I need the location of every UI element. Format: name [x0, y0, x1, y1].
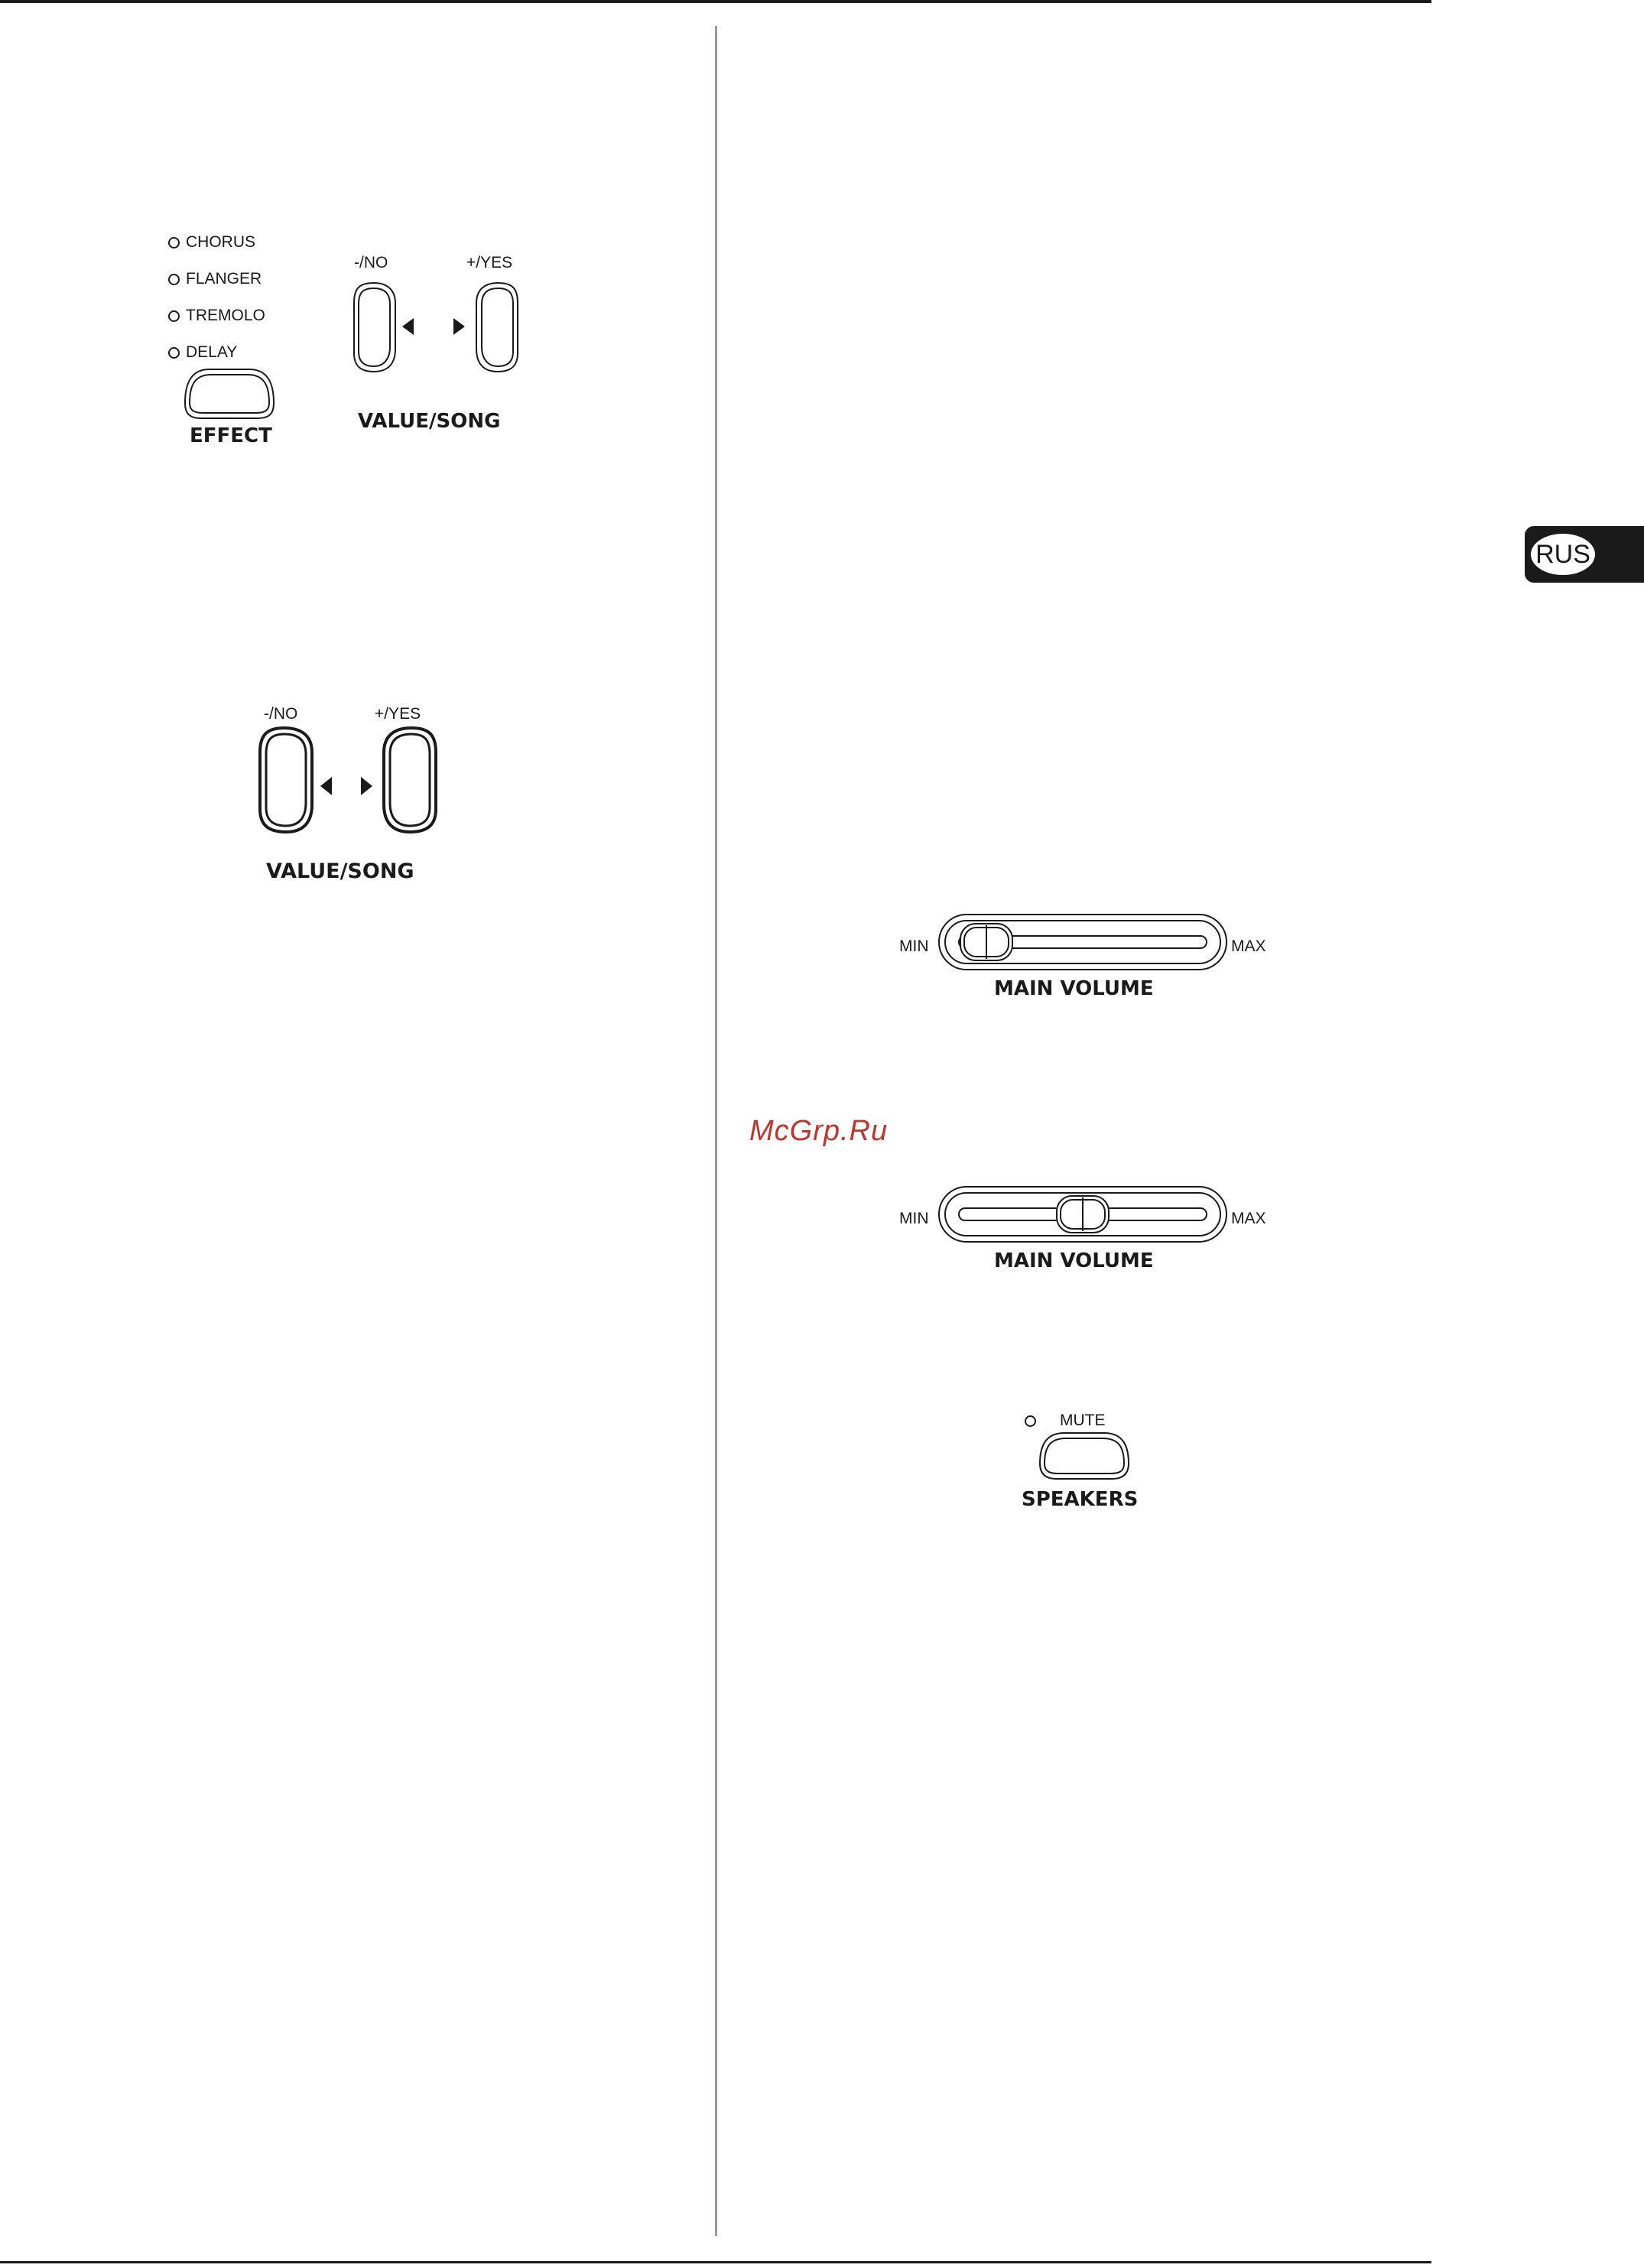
min-label: MIN — [899, 937, 929, 955]
value-song-label: VALUE/SONG — [266, 859, 414, 883]
speakers-label: SPEAKERS — [1022, 1488, 1139, 1511]
plus-yes-button[interactable] — [384, 728, 436, 832]
max-label: MAX — [1231, 937, 1266, 955]
led-label: CHORUS — [186, 233, 256, 251]
value-song-large — [252, 705, 451, 889]
minus-no-button[interactable] — [260, 728, 312, 832]
language-tab-label: RUS — [1531, 534, 1595, 575]
right-arrow-icon — [453, 318, 465, 335]
led-indicator — [168, 237, 180, 249]
speakers-panel — [1017, 1409, 1170, 1516]
mute-label: MUTE — [1060, 1412, 1106, 1429]
effect-label: EFFECT — [190, 424, 272, 447]
max-label: MAX — [1231, 1210, 1266, 1227]
bottom-rule — [0, 2261, 1431, 2263]
main-volume-label: MAIN VOLUME — [994, 1249, 1154, 1272]
led-delay — [168, 343, 237, 362]
main-volume-min — [895, 911, 1277, 1011]
value-song-label: VALUE/SONG — [358, 410, 501, 433]
effect-panel — [168, 233, 291, 455]
value-song-large-buttons — [252, 725, 451, 847]
minus-no-label: -/NO — [354, 254, 388, 271]
led-flanger — [168, 270, 262, 288]
minus-no-button[interactable] — [354, 283, 395, 372]
led-indicator — [168, 310, 180, 322]
value-song-small-buttons — [348, 280, 531, 387]
led-label: FLANGER — [186, 270, 262, 288]
column-divider — [715, 26, 717, 2236]
led-tremolo — [168, 307, 265, 325]
slider-knob[interactable] — [960, 924, 1012, 960]
main-volume-mid — [895, 1184, 1277, 1283]
value-song-small — [348, 254, 531, 437]
led-label: DELAY — [186, 343, 238, 361]
top-rule — [0, 0, 1431, 3]
led-indicator — [168, 347, 180, 359]
effect-button[interactable] — [179, 365, 280, 423]
slider-knob[interactable] — [1057, 1196, 1109, 1233]
led-chorus — [168, 233, 255, 252]
led-label: TREMOLO — [186, 307, 265, 324]
plus-yes-label: +/YES — [466, 254, 513, 271]
mute-led — [1025, 1415, 1036, 1427]
right-arrow-icon — [361, 777, 372, 795]
plus-yes-button[interactable] — [476, 283, 518, 372]
main-volume-slider[interactable] — [937, 1184, 1228, 1245]
left-arrow-icon — [402, 318, 414, 335]
left-arrow-icon — [320, 777, 332, 795]
minus-no-label: -/NO — [264, 705, 298, 723]
led-indicator — [168, 274, 180, 285]
main-volume-label: MAIN VOLUME — [994, 977, 1154, 1000]
language-tab — [1525, 526, 1644, 583]
plus-yes-label: +/YES — [375, 705, 421, 723]
main-volume-slider[interactable] — [937, 911, 1228, 973]
speakers-mute-button[interactable] — [1034, 1430, 1135, 1482]
min-label: MIN — [899, 1210, 929, 1227]
watermark: McGrp.Ru — [749, 1115, 889, 1147]
